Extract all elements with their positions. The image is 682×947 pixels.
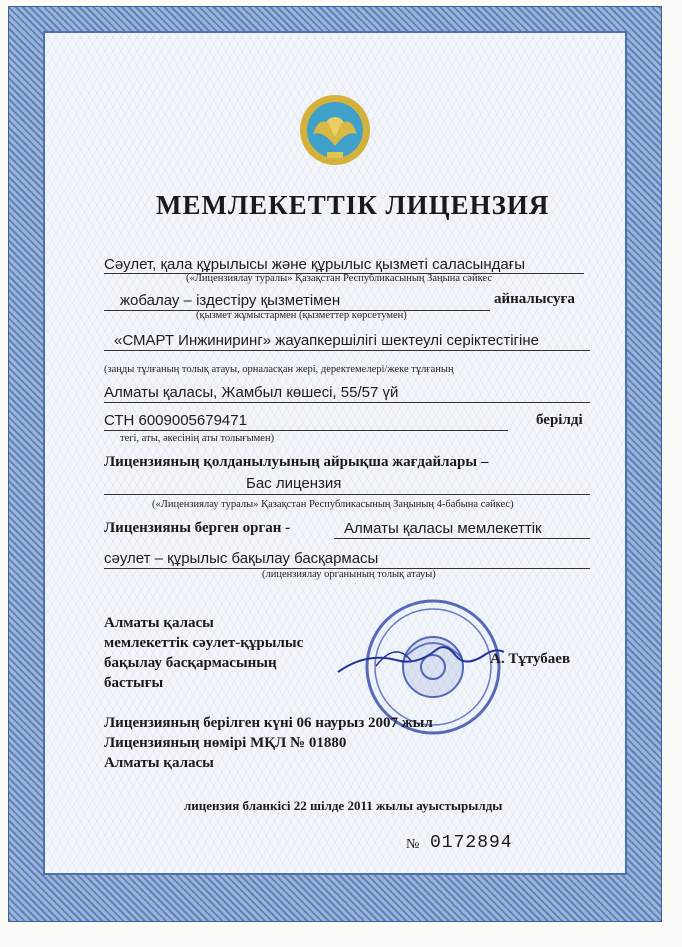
signatory-line-1: Алматы қаласы bbox=[104, 615, 214, 631]
activity-value-2: жобалау – іздестіру қызметімен bbox=[120, 292, 341, 309]
conditions-value: Бас лицензия bbox=[246, 475, 342, 492]
issuer-value-2: сәулет – құрылыс бақылау басқармасы bbox=[104, 550, 379, 567]
issued-word: берілді bbox=[536, 412, 583, 428]
licensee-address: Алматы қаласы, Жамбыл көшесі, 55/57 үй bbox=[104, 384, 399, 401]
blank-number-symbol: № bbox=[406, 837, 420, 852]
footer-note: лицензия бланкісі 22 шілде 2011 жылы ауыстырылды bbox=[184, 798, 503, 813]
issue-city: Алматы қаласы bbox=[104, 755, 214, 771]
signatory-line-4: бастығы bbox=[104, 675, 164, 691]
issuer-note: (лицензиялау органының толық атауы) bbox=[262, 569, 436, 580]
state-emblem-icon bbox=[299, 94, 371, 166]
issuer-label: Лицензияны берген орган - bbox=[104, 520, 291, 536]
signatory-line-3: бақылау басқармасының bbox=[104, 655, 277, 671]
activity-suffix: айналысуға bbox=[494, 291, 575, 307]
conditions-line bbox=[104, 494, 590, 495]
license-number: Лицензияның нөмірі МҚЛ № 01880 bbox=[104, 735, 347, 751]
conditions-label: Лицензияның қолданылуының айрықша жағдайлары – bbox=[104, 454, 489, 470]
signatory-name: А. Тұтубаев bbox=[490, 651, 571, 667]
licensee-tax-id: СТН 6009005679471 bbox=[104, 412, 247, 429]
tax-id-line bbox=[104, 430, 508, 431]
address-line bbox=[104, 402, 590, 403]
issue-date: Лицензияның берілген күні 06 наурыз 2007 жыл bbox=[104, 715, 433, 731]
licensee-name: «СМАРТ Инжиниринг» жауапкершілігі шектеулі серіктестігіне bbox=[114, 332, 539, 349]
licensee-line bbox=[104, 350, 590, 351]
signature-icon bbox=[336, 632, 506, 682]
page-title: МЕМЛЕКЕТТІК ЛИЦЕНЗИЯ bbox=[156, 190, 550, 220]
licensee-note-2: тегі, аты, әкесінің аты толығымен) bbox=[120, 433, 275, 444]
activity-value: Сәулет, қала құрылысы және құрылыс қызметі саласындағы bbox=[104, 256, 525, 273]
activity-note-2: (қызмет жұмыстармен (қызметтер көрсетумен) bbox=[196, 310, 407, 321]
conditions-note: («Лицензиялау туралы» Қазақстан Республикасының Заңының 4-бабына сәйкес) bbox=[152, 499, 514, 510]
issuer-line-1 bbox=[334, 538, 590, 539]
issuer-value-1: Алматы қаласы мемлекеттік bbox=[344, 520, 542, 537]
licensee-note: (заңды тұлғаның толық атауы, орналасқан жері, деректемелері/жеке тұлғаның bbox=[104, 364, 454, 375]
signatory-line-2: мемлекеттік сәулет-құрылыс bbox=[104, 635, 304, 651]
activity-note: («Лицензиялау туралы» Қазақстан Республикасының Заңына сәйкес bbox=[186, 273, 493, 284]
blank-number: 0172894 bbox=[430, 833, 513, 853]
